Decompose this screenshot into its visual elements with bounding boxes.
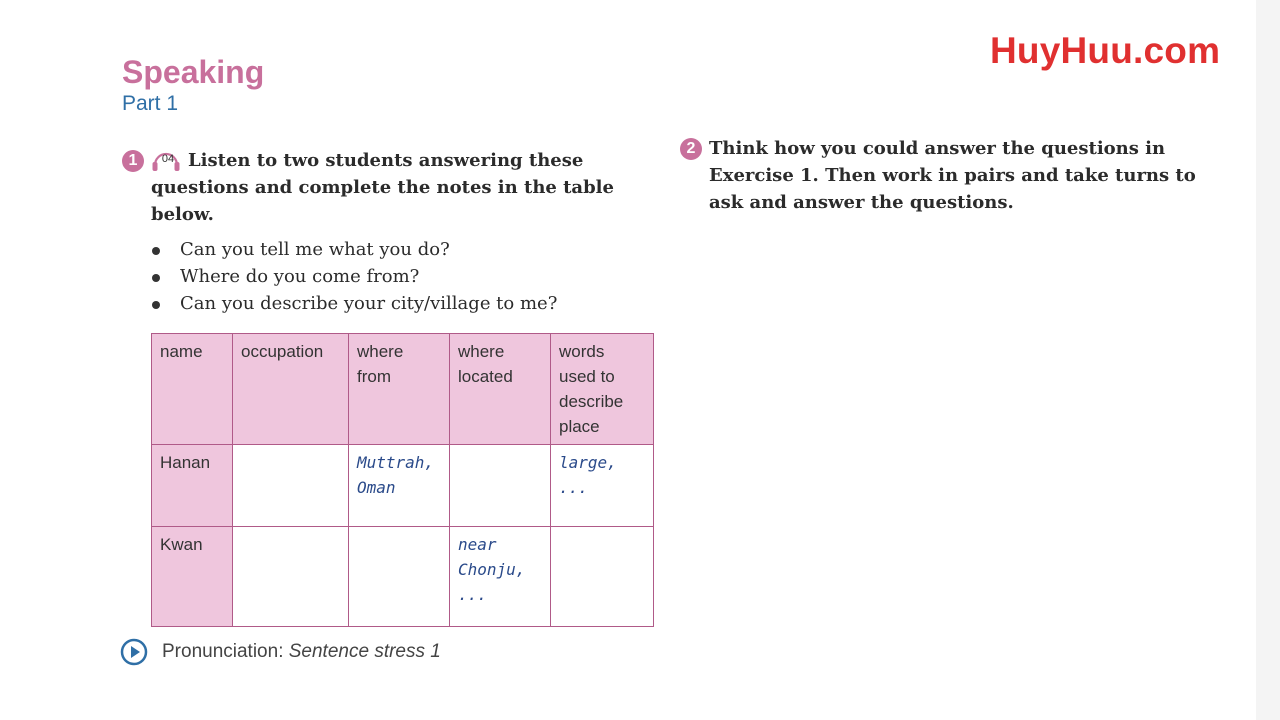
right-margin [1256,0,1280,720]
cell-describe-words[interactable] [551,527,654,627]
cell-occupation[interactable] [233,527,349,627]
header-describe-words: words used to describe place [551,334,654,445]
exercise-2-number: 2 [680,138,702,160]
question-item: Where do you come from? [152,265,632,292]
header-occupation: occupation [233,334,349,445]
pronunciation-link[interactable] [120,638,441,666]
section-title: Speaking [122,54,265,90]
watermark: HuyHuu.com [990,30,1221,71]
left-margin [0,0,24,720]
cell-where-from[interactable]: Muttrah, Oman [349,445,450,527]
header-where-from: where from [349,334,450,445]
header-where-located: where located [450,334,551,445]
exercise-2-instruction: Think how you could answer the questions in Exercise 1. Then work in pairs and take turns to ask and answer the questions. [709,138,1196,213]
bullet-icon [152,274,160,282]
cell-where-located[interactable]: near Chonju, ... [450,527,551,627]
cell-occupation[interactable] [233,445,349,527]
audio-track-number: 04 [161,153,175,165]
exercise-1-number: 1 [122,150,144,172]
question-list [152,238,632,319]
notes-table [151,333,654,627]
right-page [664,0,1256,720]
table-row [152,527,654,627]
section-part: Part 1 [122,92,179,115]
table-row [152,445,654,527]
exercise-1-instruction: Listen to two students answering these questions and complete the notes in the table below. [151,150,614,225]
question-item: Can you describe your city/village to me? [152,292,632,319]
header-name: name [152,334,233,445]
bullet-icon [152,301,160,309]
pronunciation-topic: Sentence stress 1 [288,641,441,662]
bullet-icon [152,247,160,255]
cell-where-from[interactable] [349,527,450,627]
play-circle-icon [120,638,148,666]
cell-where-located[interactable] [450,445,551,527]
cell-name: Hanan [152,445,233,527]
table-header-row [152,334,654,445]
cell-name: Kwan [152,527,233,627]
question-item: Can you tell me what you do? [152,238,632,265]
cell-describe-words[interactable]: large, ... [551,445,654,527]
pronunciation-label: Pronunciation: [162,641,284,662]
